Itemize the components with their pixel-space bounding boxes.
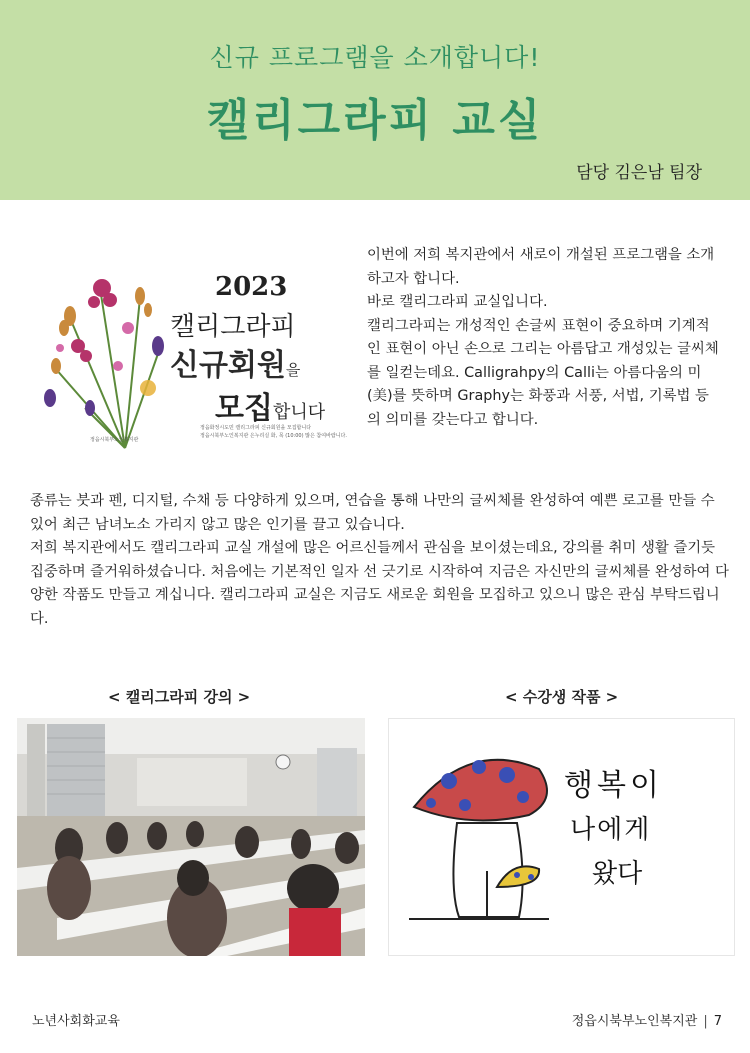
poster-line-recruiting-suffix: 합니다 <box>272 402 326 423</box>
article-paragraph: 이번에 저희 복지관에서 새로이 개설된 프로그램을 소개하고자 합니다. <box>367 247 715 287</box>
footer-section-name: 노년사회화교육 <box>32 1014 120 1029</box>
poster-image <box>30 258 352 458</box>
mushroom-drawing <box>389 719 735 956</box>
poster-line-new-members-main: 신규회원 <box>170 348 286 383</box>
caption-student-work: < 수강생 작품 > <box>505 688 619 706</box>
article-paragraph: 캘리그라피는 개성적인 손글씨 표현이 중요하며 기계적인 표현이 아닌 손으로 그리는 아름답고 개성있는 글씨체를 일컫는데요. Calligrahpy의 Calli는 아름다움의 미(美)를 뜻하며 Graphy는 화풍과 서풍, 서법, 기록법 등의 의미를 갖는다고 합니다. <box>367 317 719 428</box>
artwork-line: 행복이 <box>564 768 663 803</box>
article-paragraph: 바로 캘리그라피 교실입니다. <box>367 294 548 310</box>
footer-org-page <box>572 1010 722 1029</box>
poster-line-new-members-particle: 을 <box>285 361 301 379</box>
poster-fine-print-1: 정읍화정시도민 캘리그라피 신규회원을 모집합니다 <box>200 425 312 431</box>
poster-line-recruiting-main: 모집 <box>215 391 273 426</box>
footer-divider: | <box>703 1014 708 1029</box>
poster-org-name: 정읍시북부노인복지관 <box>90 437 139 443</box>
page-title: 캘리그라피 교실 <box>206 95 544 146</box>
poster-year: 2023 <box>215 272 288 302</box>
poster-fine-print-2: 정읍시북부노인복지관 은누리실 화, 목 (10:00) 많은 참여바랍니다. <box>200 433 347 439</box>
page-number: 7 <box>713 1014 722 1029</box>
artwork-line: 왔다 <box>592 859 643 889</box>
poster-line-new-members <box>170 340 300 384</box>
poster-line-calligraphy: 캘리그라피 <box>170 312 296 342</box>
flower-bouquet-illustration <box>30 258 170 458</box>
caption-class-photo: < 캘리그라피 강의 > <box>108 688 251 706</box>
poster-fine-print <box>200 424 350 440</box>
classroom-photo <box>17 718 365 956</box>
page-subtitle: 신규 프로그램을 소개합니다! <box>209 43 541 72</box>
article-paragraph: 종류는 붓과 펜, 디지털, 수채 등 다양하게 있으며, 연습을 통해 나만의 글씨체를 완성하여 예쁜 로고를 만들 수 있어 최근 남녀노소 가리지 않고 많은 인기를 끌고 있습니다. <box>30 493 715 533</box>
student-artwork-photo <box>388 718 735 956</box>
author-line: 담당 김은남 팀장 <box>576 163 702 183</box>
article-paragraph: 저희 복지관에서도 캘리그라피 교실 개설에 많은 어르신들께서 관심을 보이셨는데요, 강의를 취미 생활 즐기듯 집중하며 즐거워하셨습니다. 처음에는 기본적인 일자 선 긋기로 시작하여 지금은 자신만의 글씨체를 완성하여 다양한 작품도 만들고 계십니다. 캘리그라피 교실은 지금도 새로운 회원을 모집하고 있으니 많은 관심 부탁드립니다. <box>30 540 729 627</box>
header-banner <box>0 0 750 200</box>
poster-line-recruiting <box>215 383 325 427</box>
footer-org-name: 정읍시북부노인복지관 <box>571 1014 698 1029</box>
artwork-line: 나에게 <box>570 815 652 845</box>
article-full-width <box>30 490 730 631</box>
artwork-calligraphy <box>564 764 663 896</box>
article-right-column <box>367 244 722 432</box>
classroom-scene <box>17 718 365 956</box>
